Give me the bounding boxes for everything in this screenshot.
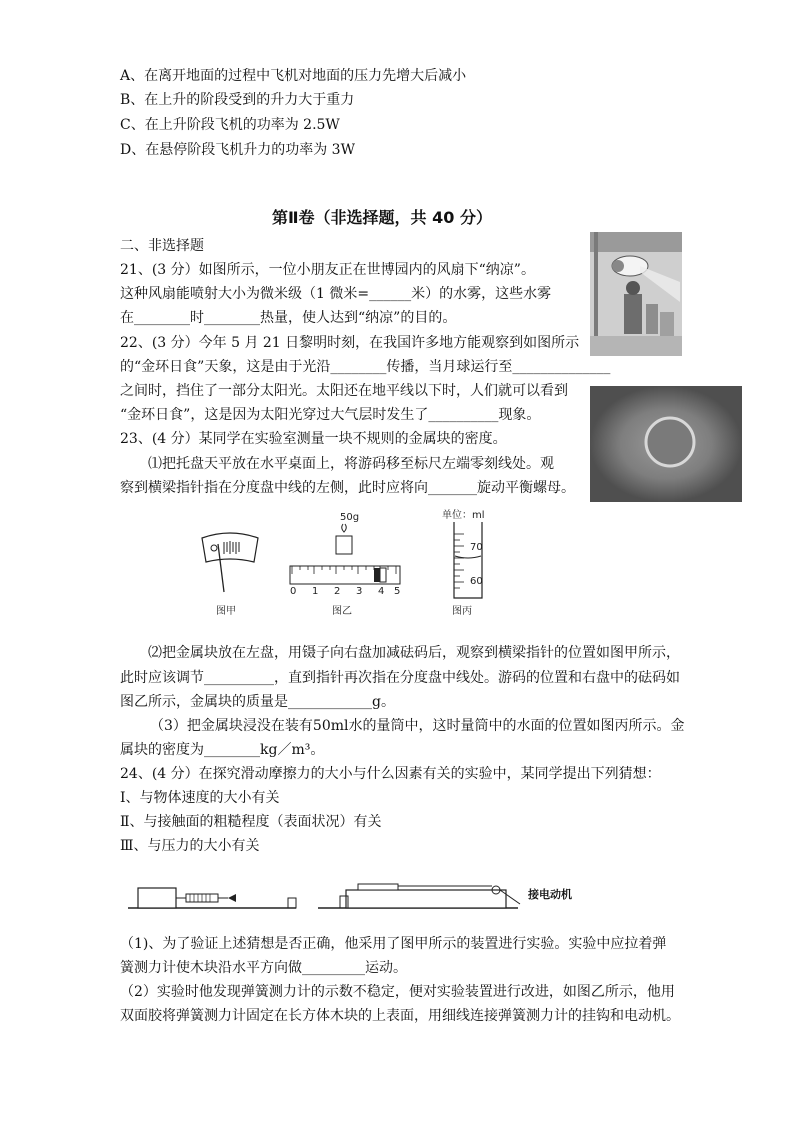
- fig-b-scale-0: 0: [290, 586, 297, 597]
- motor-label: 接电动机: [528, 888, 572, 901]
- q21-line2: 这种风扇能喷射大小为微米级（1 微米=______米）的水雾，这些水雾: [120, 286, 552, 302]
- fig-b-scale-5: 5: [394, 586, 401, 597]
- q23-p1-line2: 察到横梁指针指在分度盘中线的左侧，此时应将向_______旋动平衡螺母。: [120, 480, 575, 496]
- q24-apparatus: [128, 874, 658, 914]
- q24-intro: 24、(4 分）在探究滑动摩擦力的大小与什么因素有关的实验中，某同学提出下列猜想：: [120, 766, 661, 782]
- q22-line3: 之间时，挡住了一部分太阳光。太阳还在地平线以下时，人们就可以看到: [120, 383, 568, 399]
- q24-hypothesis-2: Ⅱ、与接触面的粗糙程度（表面状况）有关: [120, 814, 382, 830]
- fig-b-scale-1: 1: [312, 586, 319, 597]
- q24-p1-line1: （1)、为了验证上述猜想是否正确，他采用了图甲所示的装置进行实验。实验中应拉着弹: [120, 936, 667, 952]
- q23-intro: 23、(4 分）某同学在实验室测量一块不规则的金属块的密度。: [120, 431, 507, 447]
- fig-b-scale-2: 2: [334, 586, 341, 597]
- fig-b-weight-label: 50g: [340, 512, 360, 523]
- fig-a-dial: [202, 533, 258, 617]
- q22-line2: 的“金环日食”天象，这是由于光沿________传播，当月球运行至______________: [120, 359, 611, 375]
- q21-line1: 21、(3 分）如图所示，一位小朋友正在世博园内的风扇下“纳凉”。: [120, 262, 535, 278]
- q23-p2-line2: 此时应该调节__________，直到指针再次指在分度盘中线处。游码的位置和右盘中的砝码如: [120, 670, 680, 686]
- fig-c-unit: 单位：ml: [442, 510, 485, 521]
- q21-line3: 在________时________热量，使人达到“纳凉”的目的。: [120, 310, 457, 326]
- fan-photo: [590, 232, 682, 356]
- fig-c-caption: 图丙: [452, 606, 472, 617]
- q24-p2-line1: （2）实验时他发现弹簧测力计的示数不稳定，便对实验装置进行改进，如图乙所示，他用: [120, 984, 675, 1000]
- fig-c-tick-60: 60: [470, 576, 483, 587]
- q23-p2-line3: 图乙所示，金属块的质量是____________g。: [120, 694, 395, 710]
- q24-hypothesis-3: Ⅲ、与压力的大小有关: [120, 838, 260, 854]
- fig-b-scale-3: 3: [356, 586, 363, 597]
- q23-p2-line1: ⑵把金属块放在左盘，用镊子向右盘加减砝码后，观察到横梁指针的位置如图甲所示，: [148, 645, 680, 661]
- eclipse-photo-drawing: [590, 386, 742, 502]
- fig-c-tick-70: 70: [470, 542, 483, 553]
- q22-line4: “金环日食”，这是因为太阳光穿过大气层时发生了__________现象。: [120, 407, 541, 423]
- fig-b-ruler: [290, 512, 400, 617]
- q24-p2-line2: 双面胶将弹簧测力计固定在长方体木块的上表面，用细线连接弹簧测力计的挂钩和电动机。: [120, 1008, 680, 1024]
- option-a: A、在离开地面的过程中飞机对地面的压力先增大后减小: [120, 68, 467, 84]
- fig-b-caption: 图乙: [332, 606, 352, 617]
- option-b: B、在上升的阶段受到的升力大于重力: [120, 92, 355, 108]
- fan-photo-drawing: [590, 232, 682, 356]
- fig-b-scale-4: 4: [378, 586, 385, 597]
- eclipse-photo: [590, 386, 742, 502]
- q24-hypothesis-1: Ⅰ、与物体速度的大小有关: [120, 790, 280, 806]
- apparatus-b: [318, 884, 520, 908]
- section-title: 第Ⅱ卷（非选择题，共 40 分）: [272, 208, 492, 227]
- option-d: D、在悬停阶段飞机升力的功率为 3W: [120, 142, 355, 158]
- q23-p3-line1: （3）把金属块浸没在装有50ml水的量筒中，这时量筒中的水面的位置如图丙所示。金: [150, 718, 685, 734]
- q24-p1-line2: 簧测力计使木块沿水平方向做_________运动。: [120, 960, 407, 976]
- q22-line1: 22、(3 分）今年 5 月 21 日黎明时刻，在我国许多地方能观察到如图所示: [120, 335, 580, 351]
- q23-p1-line1: ⑴把托盘天平放在水平桌面上，将游码移至标尺左端零刻线处。观: [148, 456, 554, 472]
- apparatus-a: [128, 888, 296, 908]
- q23-p3-line2: 属块的密度为________kg／m³。: [120, 742, 325, 758]
- fig-c-cylinder: [442, 508, 485, 617]
- section-subtitle: 二、非选择题: [120, 238, 204, 254]
- q23-figures: [180, 510, 560, 620]
- fig-a-caption: 图甲: [216, 606, 236, 617]
- option-c: C、在上升阶段飞机的功率为 2.5W: [120, 117, 340, 133]
